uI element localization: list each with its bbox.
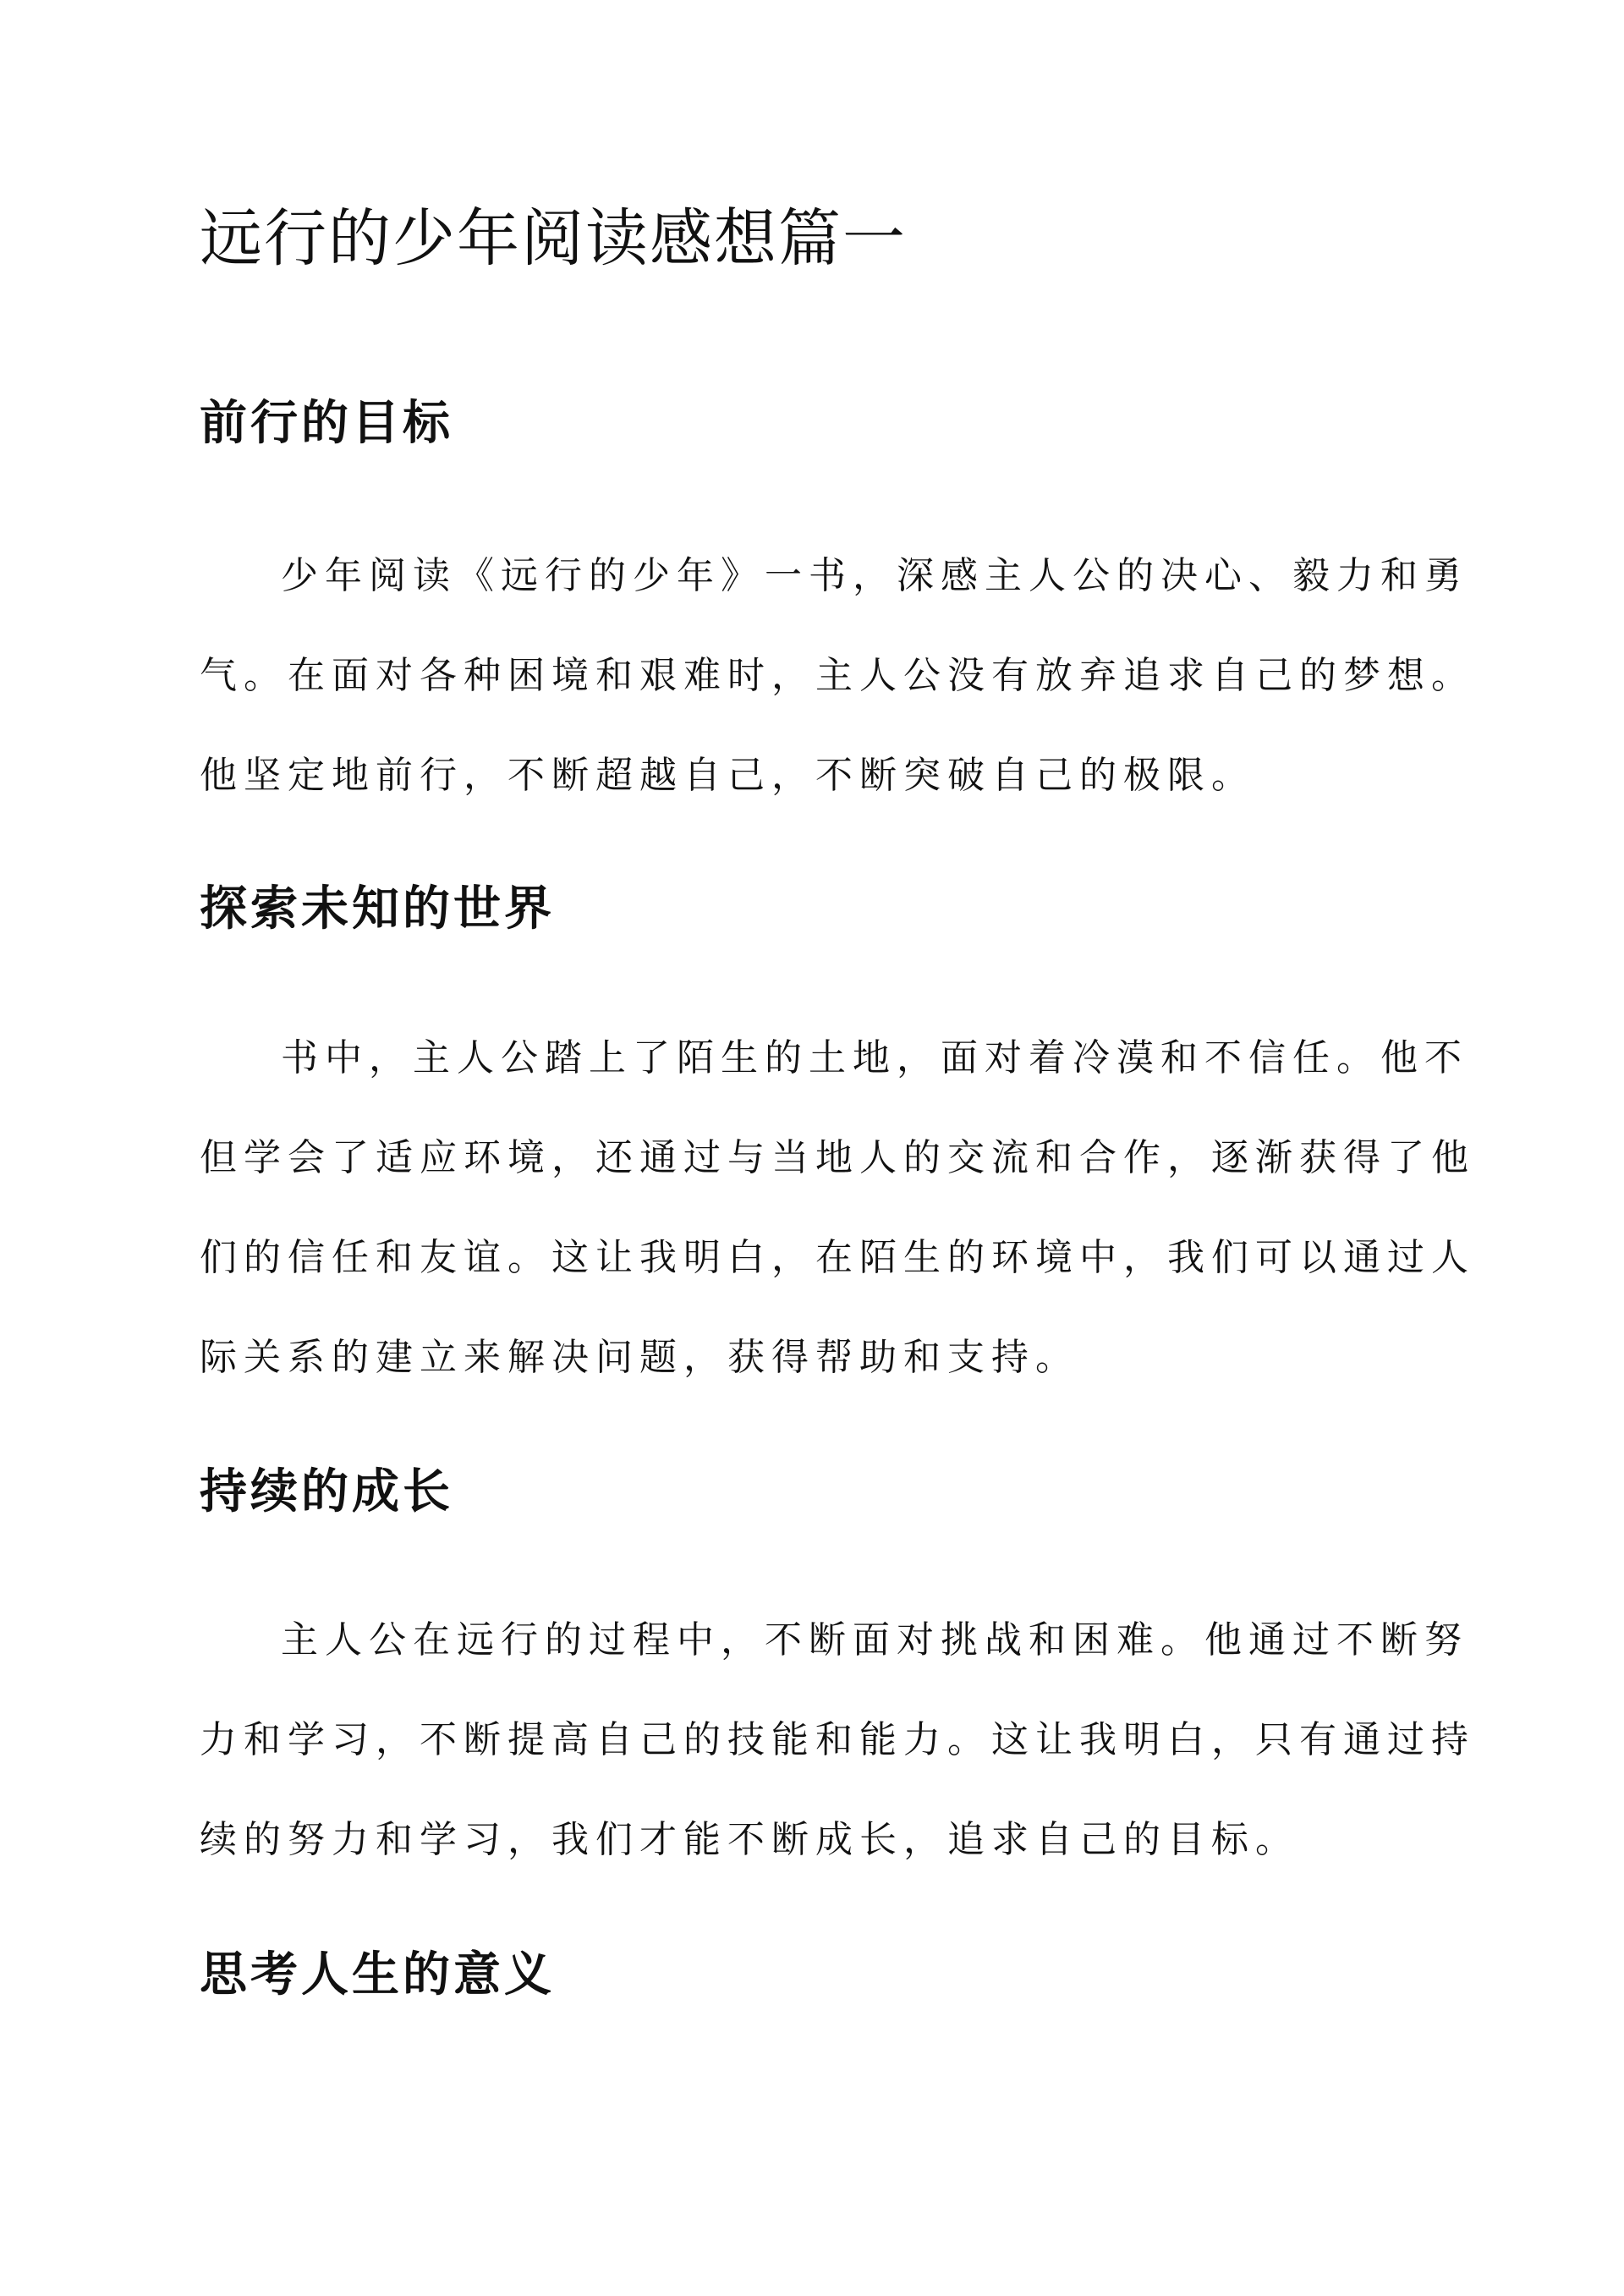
paragraph-line: 少年阅读《远行的少年》一书，深感主人公的决心、毅力和勇 bbox=[281, 554, 1468, 597]
section-paragraph-growth bbox=[200, 1590, 1475, 1890]
section-heading-explore: 探索未知的世界 bbox=[200, 881, 555, 937]
paragraph-line: 气。在面对各种困境和艰难时，主人公没有放弃追求自己的梦想。 bbox=[200, 654, 1475, 697]
paragraph-line: 续的努力和学习，我们才能不断成长，追求自己的目标。 bbox=[200, 1818, 1299, 1861]
paragraph-line: 主人公在远行的过程中，不断面对挑战和困难。他通过不断努 bbox=[281, 1618, 1468, 1662]
page-title: 远行的少年阅读感想篇一 bbox=[200, 202, 907, 275]
section-paragraph-goal bbox=[200, 526, 1475, 826]
paragraph-line: 他坚定地前行，不断超越自己，不断突破自己的极限。 bbox=[200, 754, 1255, 797]
paragraph-line: 际关系的建立来解决问题，获得帮助和支持。 bbox=[200, 1336, 1079, 1379]
section-paragraph-explore bbox=[200, 1008, 1475, 1408]
paragraph-line: 书中，主人公踏上了陌生的土地，面对着冷漠和不信任。他不 bbox=[281, 1036, 1468, 1079]
section-heading-goal: 前行的目标 bbox=[200, 395, 453, 451]
section-heading-growth: 持续的成长 bbox=[200, 1464, 453, 1519]
section-heading-meaning: 思考人生的意义 bbox=[200, 1947, 555, 2002]
paragraph-line: 们的信任和友谊。这让我明白，在陌生的环境中，我们可以通过人 bbox=[200, 1236, 1475, 1279]
paragraph-line: 但学会了适应环境，还通过与当地人的交流和合作，逐渐获得了他 bbox=[200, 1136, 1475, 1179]
paragraph-line: 力和学习，不断提高自己的技能和能力。这让我明白，只有通过持 bbox=[200, 1718, 1475, 1761]
